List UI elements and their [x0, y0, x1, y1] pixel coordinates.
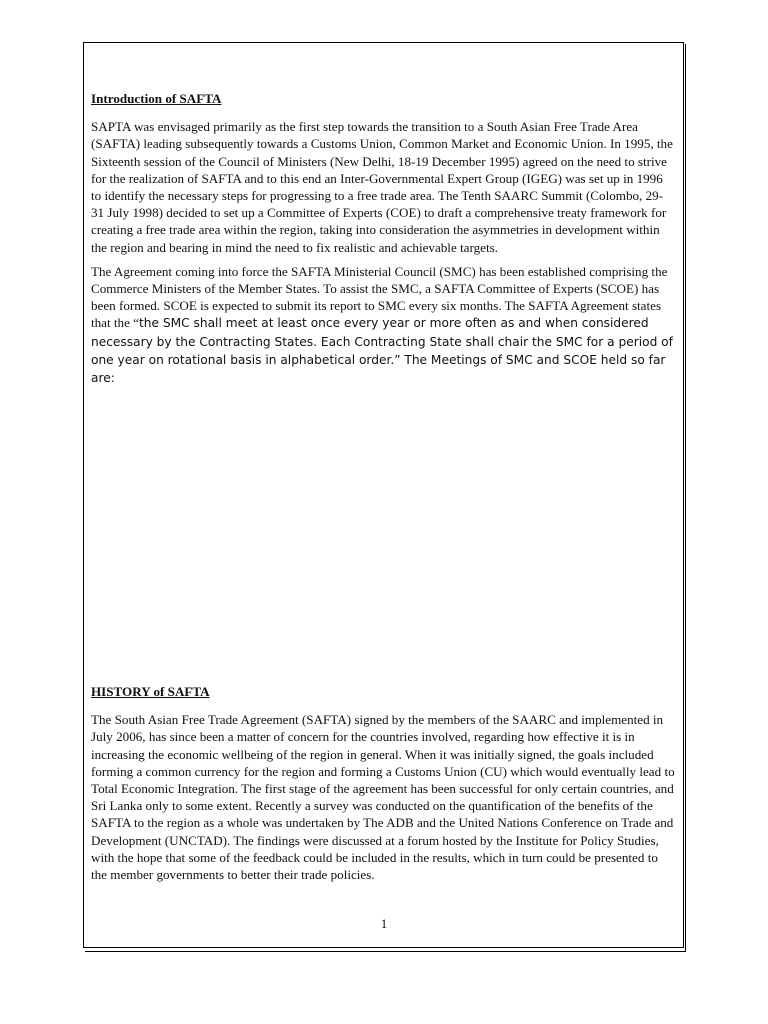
- intro-paragraph-1: SAPTA was envisaged primarily as the first step towards the transition to a South Asian Free Trade Area (SAFTA) leading subsequently towards a Customs Union, Common Market and Economic Union. In 1995, the Sixteenth session of the Council of Ministers (New Delhi, 18-19 December 1995) agreed on the need to strive for the realization of SAFTA and to this end an Inter-Governmental Expert Group (IGEG) was set up in 1996 to identify the necessary steps for progressing to a free trade area. The Tenth SAARC Summit (Colombo, 29-31 July 1998) decided to set up a Committee of Experts (COE) to draft a comprehensive treaty framework for creating a free trade area within the region, taking into consideration the asymmetries in development within the region and bearing in mind the need to fix realistic and achievable targets.: [91, 119, 673, 255]
- intro-paragraph-2-quote: the SMC shall meet at least once every year or more often as and when considered necessary by the Contracting States. Each Contracting State shall chair the SMC for a period of one year on rotational basis in alphabetical order.” The Meetings of SMC and SCOE held so far are:: [91, 316, 673, 386]
- history-section: [91, 683, 676, 890]
- page-number: 1: [380, 916, 388, 931]
- history-paragraph-1: The South Asian Free Trade Agreement (SAFTA) signed by the members of the SAARC and implemented in July 2006, has since been a matter of concern for the countries involved, regarding how effective it is in increasing the economic wellbeing of the region in general. When it was initially signed, the goals included forming a common currency for the region and forming a Customs Union (CU) which would eventually lead to Total Economic Integration. The first stage of the agreement has been successful for only certain countries, and Sri Lanka only to some extent. Recently a survey was conducted on the quantification of the benefits of the SAFTA to the region as a whole was undertaken by The ADB and the United Nations Conference on Trade and Development (UNCTAD). The findings were discussed at a forum hosted by the Institute for Policy Studies, with the hope that some of the feedback could be included in the results, which in turn could be presented to the member governments to better their trade policies.: [91, 712, 675, 883]
- history-heading: HISTORY of SAFTA: [91, 684, 210, 699]
- intro-heading: Introduction of SAFTA: [91, 91, 222, 106]
- intro-paragraph-2: [91, 263, 676, 387]
- intro-section: [91, 90, 676, 394]
- intro-paragraph-2-text: The Agreement coming into force the SAFTA Ministerial Council (SMC) has been established comprising the Commerce Ministers of the Member States. To assist the SMC, a SAFTA Committee of Experts (SCOE) has been formed. SCOE is expected to submit its report to SMC every six months. The SAFTA Agreement states that the “: [91, 263, 668, 331]
